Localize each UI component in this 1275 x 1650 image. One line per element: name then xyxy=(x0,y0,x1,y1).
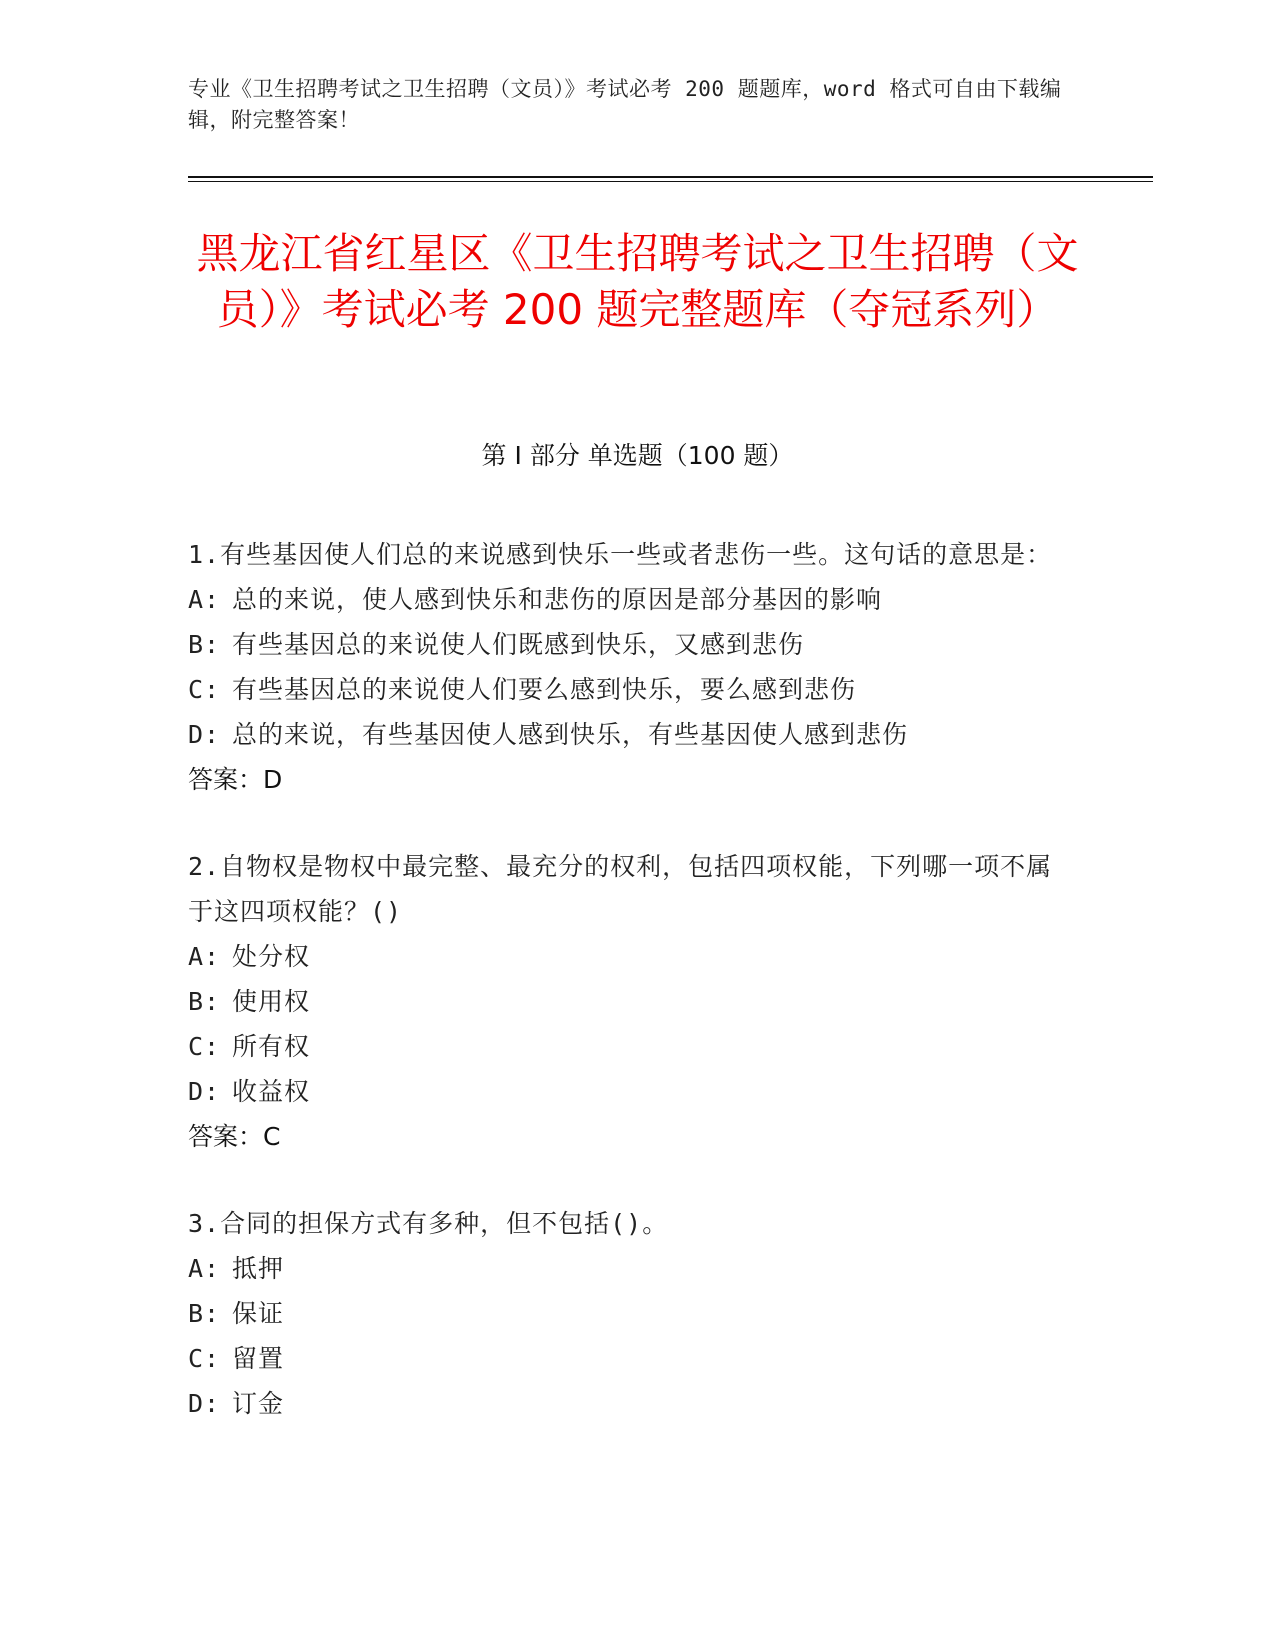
option-text: 有些基因总的来说使人们要么感到快乐，要么感到悲伤 xyxy=(232,675,857,704)
option-c xyxy=(188,667,1068,712)
option-text: 总的来说，使人感到快乐和悲伤的原因是部分基因的影响 xyxy=(232,585,883,614)
option-d xyxy=(188,712,1068,757)
document-title: 黑龙江省红星区《卫生招聘考试之卫生招聘（文员）》考试必考 200 题完整题库（夺冠系列） xyxy=(196,229,1079,334)
header-divider-thin xyxy=(188,181,1153,182)
option-text: 处分权 xyxy=(232,942,311,971)
option-a xyxy=(188,934,1068,979)
question-stem: 2.自物权是物权中最完整、最充分的权利，包括四项权能，下列哪一项不属于这四项权能？() xyxy=(188,852,1053,926)
option-text: 保证 xyxy=(232,1299,285,1328)
option-label: A: xyxy=(188,585,221,614)
answer-line: 答案：D xyxy=(188,765,283,794)
option-d xyxy=(188,1381,1068,1426)
option-label: A: xyxy=(188,942,221,971)
option-text: 使用权 xyxy=(232,987,311,1016)
header-divider-thick xyxy=(188,176,1153,178)
option-text: 总的来说，有些基因使人感到快乐，有些基因使人感到悲伤 xyxy=(232,720,909,749)
section-heading: 第 I 部分 单选题（100 题） xyxy=(481,441,794,470)
header-note: 专业《卫生招聘考试之卫生招聘（文员）》考试必考 200 题题库，word 格式可自由下载编辑，附完整答案！ xyxy=(188,77,1062,132)
question-3 xyxy=(188,1201,1068,1426)
option-label: C: xyxy=(188,1032,221,1061)
option-text: 收益权 xyxy=(232,1077,311,1106)
option-label: D: xyxy=(188,720,221,749)
option-b xyxy=(188,622,1068,667)
option-c xyxy=(188,1336,1068,1381)
option-text: 订金 xyxy=(232,1389,285,1418)
option-a xyxy=(188,1246,1068,1291)
option-label: A: xyxy=(188,1254,221,1283)
option-label: C: xyxy=(188,1344,221,1373)
option-text: 所有权 xyxy=(232,1032,311,1061)
option-label: B: xyxy=(188,987,221,1016)
option-label: D: xyxy=(188,1389,221,1418)
option-label: B: xyxy=(188,630,221,659)
option-b xyxy=(188,979,1068,1024)
question-2 xyxy=(188,844,1068,1159)
answer-line: 答案：C xyxy=(188,1122,281,1151)
option-label: C: xyxy=(188,675,221,704)
option-d xyxy=(188,1069,1068,1114)
option-label: B: xyxy=(188,1299,221,1328)
option-b xyxy=(188,1291,1068,1336)
option-a xyxy=(188,577,1068,622)
option-text: 抵押 xyxy=(232,1254,285,1283)
question-stem: 3.合同的担保方式有多种，但不包括()。 xyxy=(188,1209,669,1238)
option-label: D: xyxy=(188,1077,221,1106)
option-text: 留置 xyxy=(232,1344,285,1373)
option-text: 有些基因总的来说使人们既感到快乐，又感到悲伤 xyxy=(232,630,805,659)
question-stem: 1.有些基因使人们总的来说感到快乐一些或者悲伤一些。这句话的意思是： xyxy=(188,540,1053,569)
question-1 xyxy=(188,532,1068,802)
question-list xyxy=(188,532,1068,1468)
option-c xyxy=(188,1024,1068,1069)
